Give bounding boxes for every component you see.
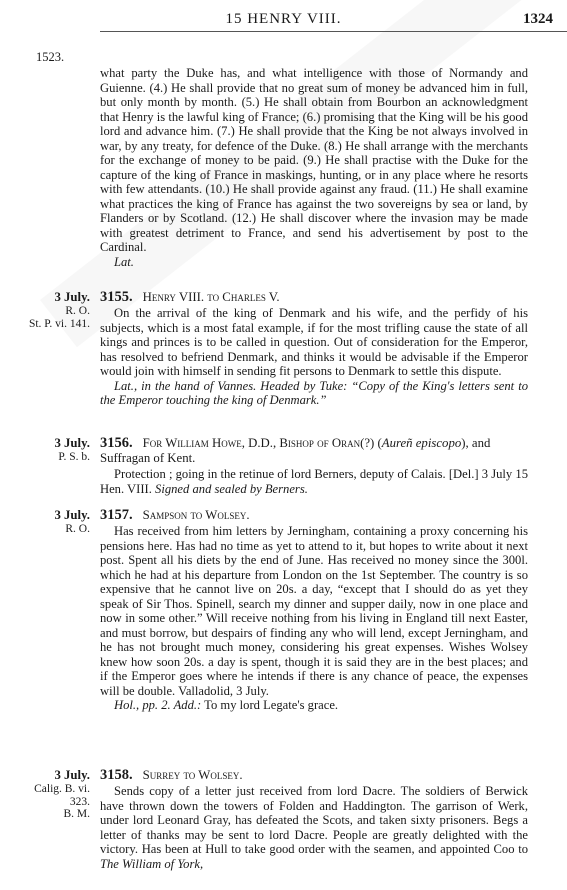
intro-text: what party the Duke has, and what intelligence with those of Normandy and Guienne. (4.) He shall provide that no great sum of money be advanced him in full, but only month by month. (5.) He shall obtain from Bourbon an acknowledgment that Henry is the lawful king of France; (6.) promising that the King will be his good lord and advance him. (7.) He shall provide that the King be not always involved in war, by any treaty, for defence of the Duke. (8.) He shall arrange with the merchants for the exchange of money to be paid. (9.) He shall practise with the Duke for the capture of the king of France in maskings, hunting, or in any place where he resorts with few attendants. (10.) He shall provide against any fraud. (11.) He shall examine what practices the king of France has against the two sovereigns by sea or land, by Flanders or by Scotland. (12.) He shall discover where the invasion may be made with greatest detriment to France, and send his advertisement by post to the Cardinal. — [100, 66, 528, 254]
entry-number: 3156. — [100, 435, 133, 451]
intro-note: Lat. — [114, 254, 134, 269]
entry-title: For William Howe, D.D., Bishop of Oran(?) ( — [142, 436, 382, 450]
entry-title-tail: ), and Suffragan of Kent. — [100, 436, 491, 465]
running-title: 15 HENRY VIII. — [225, 11, 342, 27]
margin-year: 1523. — [36, 50, 65, 64]
entry-3155-heading — [100, 290, 530, 305]
page-number: 1324 — [523, 11, 553, 27]
entry-ref: Calig. B. vi. — [34, 783, 90, 795]
header-rule — [100, 31, 567, 32]
entry-body-ship: The William of York, — [100, 856, 204, 871]
running-head — [0, 10, 567, 30]
entry-3155-body — [100, 306, 528, 408]
intro-paragraph — [100, 66, 528, 269]
entry-3158-margin — [0, 768, 90, 821]
entry-title: Sampson to Wolsey. — [142, 508, 250, 522]
entry-date: 3 July. — [54, 290, 90, 304]
entry-3156-margin — [0, 436, 90, 464]
entry-number: 3158. — [100, 767, 133, 783]
entry-note: Lat., in the hand of Vannes. Headed by Tuke: “Copy of the King's letters sent to the Emperor touching the king of Denmark.” — [100, 378, 528, 407]
entry-title-latin: Aureñ episcopo — [381, 436, 462, 450]
entry-title: Henry VIII. to Charles V. — [142, 290, 280, 304]
entry-ref: R. O. — [65, 305, 90, 317]
entry-3156-body — [100, 467, 528, 496]
entry-number: 3157. — [100, 507, 133, 523]
entry-ref: 323. — [69, 795, 90, 808]
entry-note-address: To my lord Legate's grace. — [201, 698, 339, 712]
entry-ref: St. P. vi. 141. — [28, 317, 90, 330]
entry-note: Signed and sealed by Berners. — [155, 481, 308, 496]
entry-date: 3 July. — [54, 436, 90, 450]
entry-date: 3 July. — [54, 508, 90, 522]
entry-3157-heading — [100, 508, 530, 523]
entry-title: Surrey to Wolsey. — [142, 768, 243, 782]
entry-ref: B. M. — [63, 808, 90, 820]
entry-3155-margin — [0, 290, 90, 330]
entry-number: 3155. — [100, 289, 133, 305]
entry-3158-heading — [100, 768, 530, 783]
entry-3158-body — [100, 784, 528, 871]
entry-body-text: Sends copy of a letter just received from lord Dacre. The soldiers of Berwick have thrown down the towers of Folden and Haddington. The garrison of Werk, under lord Leonard Gray, has defeated the Scots, and taken sixty prisoners. Begs a letter of thanks may be sent to lord Dacre. People are greatly delighted with the victory. Has been at Hull to take good order with the seamen, and appointed Coo to — [100, 784, 528, 856]
entry-body-text: Protection ; going in the retinue of lord Berners, deputy of Calais. [Del.] 3 July 15 Hen. VIII. — [100, 467, 528, 496]
entry-ref: R. O. — [65, 523, 90, 535]
entry-3157-body — [100, 524, 528, 713]
entry-3156-heading — [100, 436, 530, 466]
entry-date: 3 July. — [54, 768, 90, 782]
entry-note: Hol., pp. 2. Add.: — [114, 698, 202, 712]
entry-body-text: On the arrival of the king of Denmark and his wife, and the perfidy of his subjects, which is a most fatal example, if for the most trifling cause the state of all kings and princes is to be called in question. Out of consideration for the Emperor, has resolved to befriend Denmark, and thinks it would be advisable if the Emperor would join with himself in sending fit persons to Denmark to settle this dispute. — [100, 306, 528, 378]
entry-3157-margin — [0, 508, 90, 536]
entry-body-text: Has received from him letters by Jerningham, containing a proxy concerning his pensions here. Has had no time as yet to attend to it, but hopes to write about it next post. Spent all his diets by the end of June. Has received no money since the 300l. which he had at his departure from London on the 1st September. The country is so expensive that he cannot live on 20s. a day, “except that I should do as yet they speak of Sir Thos. Spinell, search my dinner and supper daily, now in one place and now in some other.” Will receive nothing from his living in England till next Easter, and must borrow, but despairs of finding any who will lend, except Jerningham, and he has not brought much money, considering his great expenses. Wishes Wolsey knew how soon 20s. a day is spent, though it is said they are in the best places; and if the Emperor goes where he intends if there is any chance of peace, the expenses will be double. Valladolid, 3 July. — [100, 524, 528, 698]
entry-ref: P. S. b. — [58, 451, 90, 463]
